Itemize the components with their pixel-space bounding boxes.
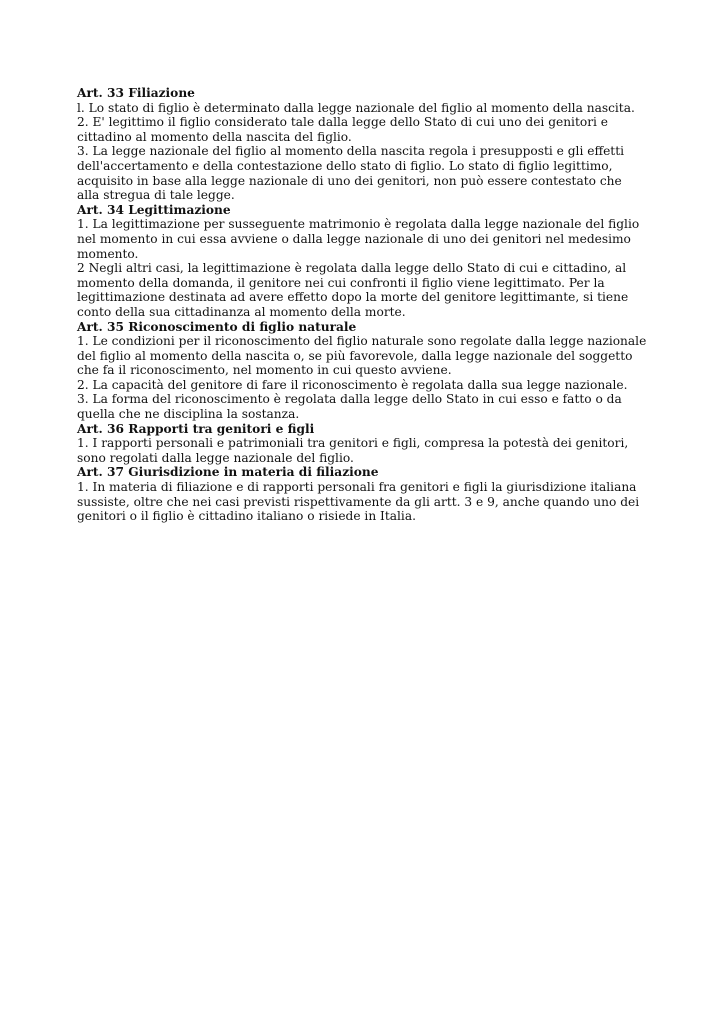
article-paragraph: 2 Negli altri casi, la legittimazione è regolata dalla legge dello Stato di cui e cittadino, al momento della domanda, il genitore nei cui confronti il figlio viene legittimato. Per la legittimazione destinata ad avere effetto dopo la morte del genitore legittimante, si tiene conto della sua cittadinanza al momento della morte.	[77, 261, 629, 319]
article-paragraph: 1. In materia di filiazione e di rapporti personali fra genitori e figli la giurisdizione italiana sussiste, oltre che nei casi previsti rispettivamente da gli artt. 3 e 9, anche quando uno dei genitori o il figlio è cittadino italiano o risiede in Italia.	[77, 480, 640, 524]
article-heading: Art. 34 Legittimazione	[77, 202, 231, 217]
article-paragraph: 3. La forma del riconoscimento è regolata dalla legge dello Stato in cui esso e fatto o da quella che ne disciplina la sostanza.	[77, 392, 622, 422]
document-page	[77, 86, 647, 524]
article-paragraph: l. Lo stato di figlio è determinato dalla legge nazionale del figlio al momento della nascita.	[77, 100, 635, 115]
article-heading: Art. 36 Rapporti tra genitori e figli	[77, 421, 315, 436]
article-heading: Art. 33 Filiazione	[77, 86, 195, 100]
article-34	[77, 203, 647, 320]
article-35	[77, 320, 647, 422]
article-37	[77, 465, 647, 523]
article-paragraph: 1. La legittimazione per susseguente matrimonio è regolata dalla legge nazionale del figlio nel momento in cui essa avviene o dalla legge nazionale di uno dei genitori nel medesimo momento.	[77, 217, 640, 261]
article-33	[77, 86, 647, 203]
article-paragraph: 2. E' legittimo il figlio considerato tale dalla legge dello Stato di cui uno dei genitori e cittadino al momento della nascita del figlio.	[77, 115, 609, 144]
article-36	[77, 422, 647, 466]
article-paragraph: 1. I rapporti personali e patrimoniali tra genitori e figli, compresa la potestà dei genitori, sono regolati dalla legge nazionale del figlio.	[77, 436, 629, 465]
article-paragraph: 2. La capacità del genitore di fare il riconoscimento è regolata dalla sua legge nazionale.	[77, 377, 628, 392]
article-paragraph: 3. La legge nazionale del figlio al momento della nascita regola i presupposti e gli effetti dell'accertamento e della contestazione dello stato di figlio. Lo stato di figlio legittimo, acquisito in base alla legge nazionale di uno dei genitori, non può essere contestato che alla stregua di tale legge.	[77, 144, 625, 203]
article-heading: Art. 35 Riconoscimento di figlio naturale	[77, 319, 357, 334]
article-heading: Art. 37 Giurisdizione in materia di filiazione	[77, 465, 379, 480]
article-paragraph: 1. Le condizioni per il riconoscimento del figlio naturale sono regolate dalla legge nazionale del figlio al momento della nascita o, se più favorevole, dalla legge nazionale del soggetto che fa il riconoscimento, nel momento in cui questo avviene.	[77, 334, 647, 378]
